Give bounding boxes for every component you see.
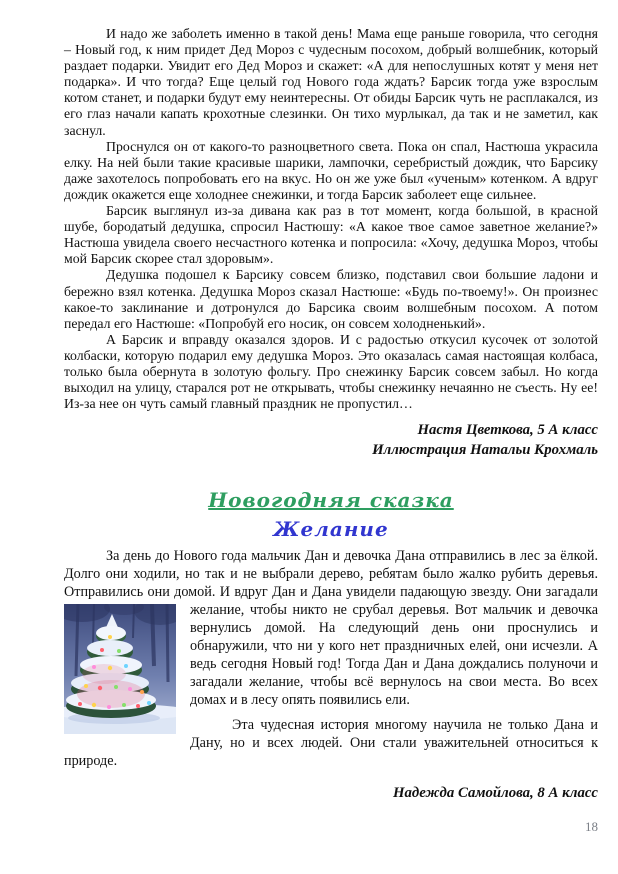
story1-paragraph-4: Дедушка подошел к Барсику совсем близко, подставил свои большие ладони и бережно взял котенка. Дедушка Мороз сказал Настюше: «Будь по-твоему!». Он произнес какое-то заклинание и дотронулся до Барсика своим волшебным посохом. А потом передал его Настюше: «Попробуй его носик, он совсем холодненький». xyxy=(64,267,598,331)
story2-title: Желание xyxy=(273,517,389,542)
story2-byline xyxy=(64,784,598,804)
story1-paragraph-1: И надо же заболеть именно в такой день! Мама еще раньше говорила, что сегодня – Новый год, к ним придет Дед Мороз с чудесным посохом, добрый волшебник, который раздает подарки. Увидит его Дед Мороз и скажет: «А для непослушных котят у меня нет подарка». И что тогда? Еще целый год Нового года ждать? Барсик тогда уже взрослым котом станет, и подарки будут ему неинтересны. От обиды Барсик чуть не расплакался, из его глаз начали капать крохотные слезинки. Он тихо мурлыкал, да так и не заметил, как заснул. xyxy=(64,26,598,138)
story1-byline xyxy=(64,421,598,460)
section-title: Новогодняя сказка xyxy=(208,488,454,513)
page-content xyxy=(64,26,598,804)
story1-paragraph-5: А Барсик и вправду оказался здоров. И с радостью откусил кусочек от золотой колбаски, которую подарил ему дедушка Мороз. Это оказалась самая настоящая колбаса, только была обернута в золотую фольгу. Про снежинку Барсик совсем забыл. Но когда выходил на улицу, старался рот не открывать, чтобы снежинку нечаянно не съесть. Ну ее! Из-за нее он чуть самый главный праздник не пропустил… xyxy=(64,331,598,412)
story1-paragraph-2: Проснулся он от какого-то разноцветного света. Пока он спал, Настюша украсила елку. На ней были такие красивые шарики, лампочки, серебристый дождик, что Барсику даже захотелось попробовать его на вкус. Но он же уже был «ученым» котенком. А вдруг дождик окажется еще холоднее снежинки, и тогда Барсик заболеет еще сильнее. xyxy=(64,138,598,202)
page-number: 18 xyxy=(585,819,598,834)
story2-paragraph-1-text-before-image: За день до Нового года мальчик Дан и девочка Дана отправились в лес за ёлкой. Долго они ходили, но так и не выбрали дерево, ребятам было жалко рубить деревья. Отправились они домой. И вдруг Дан и Дана увидели падающую звезду. Они загадали xyxy=(64,548,598,601)
story2-author: Надежда Самойлова, 8 А класс xyxy=(393,785,598,802)
story2-paragraph-1 xyxy=(64,547,598,709)
story1-paragraph-3: Барсик выглянул из-за дивана как раз в тот момент, когда большой, в красной шубе, бородатый дедушка, спросил Настюшу: «А какое твое самое заветное желание?» Настюша увидела своего несчастного котенка и попросила: «Хочу, дедушка Мороз, чтобы мой Барсик скорее стал здоровым». xyxy=(64,203,598,267)
story2-paragraph-1-text-after-image: желание, чтобы никто не срубал деревья. Вот мальчик и девочка вернулись домой. На следующий день они проснулись и обнаружили, что ни у кого нет праздничных елей, они исчезли. А ведь сегодня Новый год! Тогда Дан и Дана дождались полуночи и загадали желание, чтобы всё вернулось на свои места. Во всех домах и в лесу опять появились ели. xyxy=(190,602,598,709)
christmas-tree-image xyxy=(64,604,176,734)
story1-author: Настя Цветкова, 5 А класс xyxy=(417,422,598,439)
story1-illustrator: Иллюстрация Натальи Крохмаль xyxy=(372,441,598,458)
story2-paragraph-2: Эта чудесная история многому научила не только Дана и Дану, но и всех людей. Они стали уважительней относиться к природе. xyxy=(64,717,598,770)
christmas-tree-illustration xyxy=(64,604,176,734)
